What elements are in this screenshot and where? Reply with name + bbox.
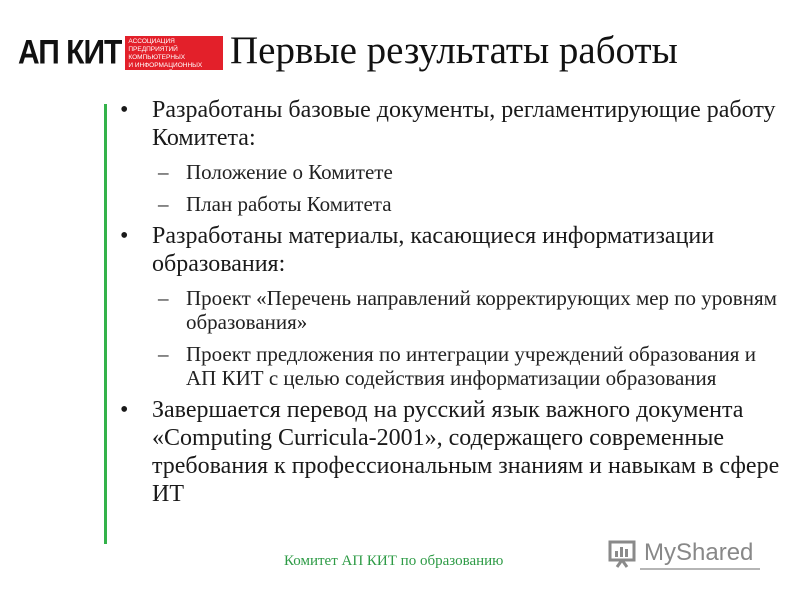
logo xyxy=(18,33,223,77)
bullet-icon: • xyxy=(120,223,129,249)
bullet-item xyxy=(120,222,780,278)
presentation-board-icon xyxy=(608,538,638,568)
dash-icon: – xyxy=(158,286,169,310)
watermark xyxy=(608,538,753,568)
sub-item xyxy=(120,192,780,216)
sub-item xyxy=(120,286,780,334)
watermark-text: MyShared xyxy=(644,539,754,566)
dash-icon: – xyxy=(158,342,169,366)
slide-title: Первые результаты работы xyxy=(230,29,678,72)
sub-item-text: Проект «Перечень направлений корректирующих мер по уровням образования» xyxy=(186,286,777,334)
bullet-text: Завершается перевод на русский язык важного документа «Computing Curricula-2001», содержащего современные требования к профессиональным знаниям и навыкам в сфере ИТ xyxy=(152,397,780,507)
logo-main-text: АП КИТ xyxy=(18,33,122,72)
bullet-icon: • xyxy=(120,97,129,123)
logo-box-line: АССОЦИАЦИЯ ПРЕДПРИЯТИЙ xyxy=(128,38,178,53)
sub-item-text: Положение о Комитете xyxy=(186,160,393,184)
bullet-text: Разработаны базовые документы, регламентирующие работу Комитета: xyxy=(152,97,776,151)
slide-content xyxy=(120,96,780,514)
logo-box-line: И ИНФОРМАЦИОННЫХ xyxy=(128,62,203,69)
dash-icon: – xyxy=(158,192,169,216)
bullet-text: Разработаны материалы, касающиеся информатизации образования: xyxy=(152,223,715,277)
vertical-rule xyxy=(104,104,107,544)
footer-text: Комитет АП КИТ по образованию xyxy=(284,553,504,569)
dash-icon: – xyxy=(158,160,169,184)
logo-box-line: КОМПЬЮТЕРНЫХ xyxy=(128,54,186,61)
logo-box-line: ТЕХНОЛОГИЙ xyxy=(128,70,173,77)
watermark-underline xyxy=(640,568,760,570)
bullet-icon: • xyxy=(120,397,129,423)
sub-item-text: План работы Комитета xyxy=(186,192,392,216)
bullet-item xyxy=(120,396,780,508)
sub-item xyxy=(120,342,780,390)
bullet-item xyxy=(120,96,780,152)
sub-item-text: Проект предложения по интеграции учреждений образования и АП КИТ с целью содействия информатизации образования xyxy=(186,342,756,390)
logo-red-box xyxy=(125,36,223,77)
sub-item xyxy=(120,160,780,184)
